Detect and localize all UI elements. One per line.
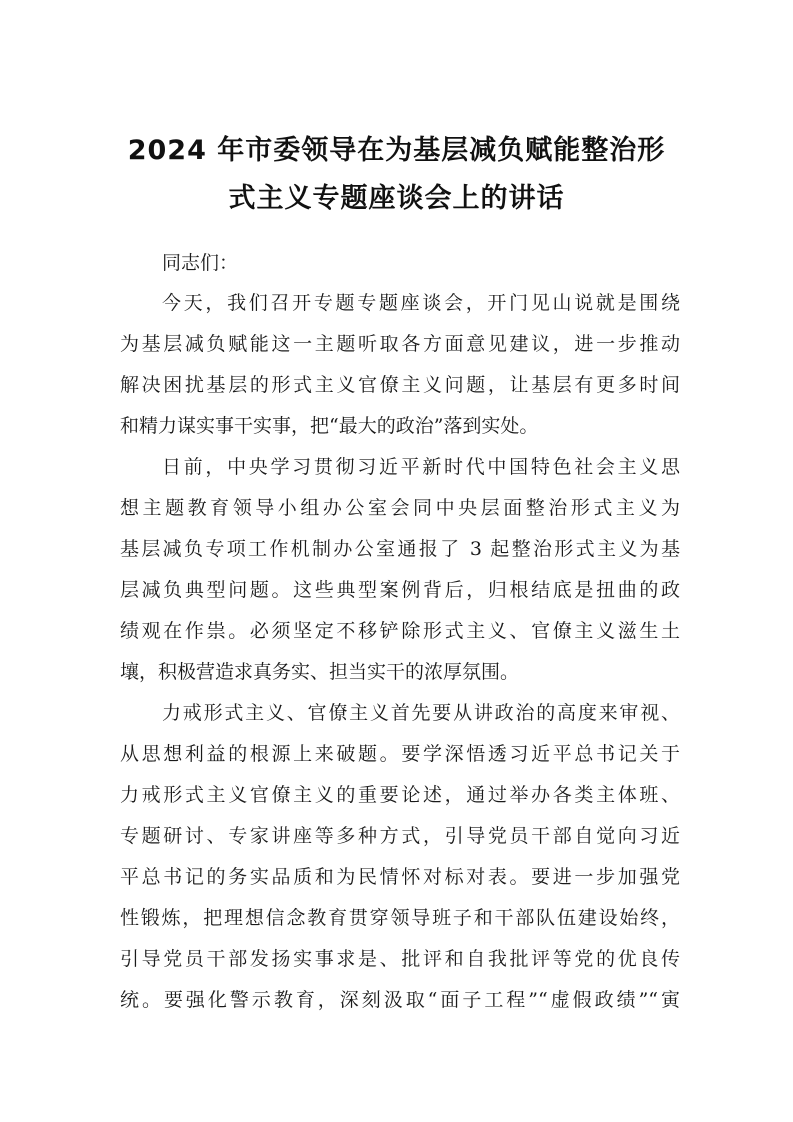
paragraph-1-line-2: 为基层减负赋能这一主题听取各方面意见建议，进一步推动 (120, 333, 680, 355)
salutation: 同志们： (162, 252, 239, 274)
paragraph-2-line-5: 绩观在作祟。必须坚定不移铲除形式主义、官僚主义滋生土 (120, 620, 680, 642)
paragraph-3-line-5: 平总书记的务实品质和为民情怀对标对表。要进一步加强党 (120, 866, 680, 888)
paragraph-3-line-4: 专题研讨、专家讲座等多种方式，引导党员干部自觉向习近 (120, 825, 680, 847)
paragraph-1-line-3: 解决困扰基层的形式主义官僚主义问题，让基层有更多时间 (120, 374, 680, 396)
paragraph-3-line-2: 从思想利益的根源上来破题。要学深悟透习近平总书记关于 (120, 743, 680, 765)
paragraph-3-line-1: 力戒形式主义、官僚主义首先要从讲政治的高度来审视、 (162, 702, 680, 724)
paragraph-3-line-3: 力戒形式主义官僚主义的重要论述，通过举办各类主体班、 (120, 784, 680, 806)
paragraph-2-line-1: 日前，中央学习贯彻习近平新时代中国特色社会主义思 (162, 456, 680, 478)
document-title-line-1: 2024 年市委领导在为基层减负赋能整治形 (127, 135, 666, 166)
paragraph-3-line-6: 性锻炼，把理想信念教育贯穿领导班子和干部队伍建设始终， (120, 907, 680, 929)
paragraph-1-line-4: 和精力谋实事干实事，把“最大的政治”落到实处。 (120, 415, 539, 437)
paragraph-3-line-7: 引导党员干部发扬实事求是、批评和自我批评等党的优良传 (120, 948, 680, 970)
document-title-line-2: 式主义专题座谈会上的讲话 (228, 183, 565, 214)
paragraph-2-line-3: 基层减负专项工作机制办公室通报了 3 起整治形式主义为基 (120, 538, 680, 560)
paragraph-2-line-6: 壤，积极营造求真务实、担当实干的浓厚氛围。 (120, 661, 520, 683)
paragraph-3-line-8: 统。要强化警示教育，深刻汲取“面子工程”“虚假政绩”“寅 (120, 989, 680, 1011)
paragraph-2-line-2: 想主题教育领导小组办公室会同中央层面整治形式主义为 (120, 497, 680, 519)
paragraph-2-line-4: 层减负典型问题。这些典型案例背后，归根结底是扭曲的政 (120, 579, 680, 601)
paragraph-1-line-1: 今天，我们召开专题专题座谈会，开门见山说就是围绕 (162, 292, 680, 314)
